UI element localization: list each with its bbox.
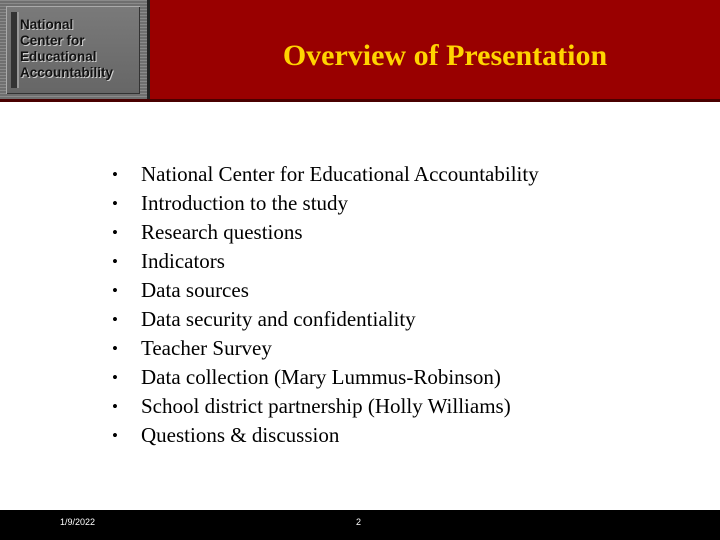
slide-title: Overview of Presentation [282, 39, 608, 72]
bullet-item [112, 421, 539, 450]
bullet-icon: • [112, 368, 118, 387]
bullet-text: Introduction to the study [141, 191, 349, 215]
bullet-icon: • [112, 165, 118, 184]
bullet-text: Data security and confidentiality [141, 307, 416, 331]
page-number: 2 [356, 517, 362, 527]
bullet-icon: • [112, 252, 118, 271]
bullet-icon: • [112, 223, 118, 242]
logo-line: Accountability [20, 65, 114, 80]
bullet-icon: • [112, 194, 118, 213]
bullet-item [112, 392, 539, 421]
bullet-item [112, 334, 539, 363]
bullet-item [112, 276, 539, 305]
bullet-item [112, 305, 539, 334]
bullet-item [112, 247, 539, 276]
bullet-text: Questions & discussion [141, 423, 340, 447]
bullet-item [112, 218, 539, 247]
bullet-text: Indicators [141, 249, 225, 273]
bullet-item [112, 189, 539, 218]
logo-line: Center for [20, 33, 85, 48]
slide-footer [0, 510, 720, 540]
bullet-text: Research questions [141, 220, 303, 244]
logo-line: Educational [20, 49, 97, 64]
bullet-icon: • [112, 339, 118, 358]
bullet-text: Teacher Survey [141, 336, 272, 360]
bullet-icon: • [112, 310, 118, 329]
organization-logo [0, 0, 150, 100]
logo-line: National [20, 17, 74, 32]
bullet-text: National Center for Educational Accountability [141, 162, 539, 186]
header-divider [0, 99, 720, 102]
logo-text [20, 17, 140, 81]
bullet-item [112, 363, 539, 392]
logo-bar-icon [11, 12, 17, 88]
bullet-item [112, 160, 539, 189]
bullet-icon: • [112, 397, 118, 416]
bullet-icon: • [112, 426, 118, 445]
slide-header [0, 0, 720, 102]
logo-plate [6, 6, 140, 94]
footer-date: 1/9/2022 [60, 517, 96, 527]
bullet-list [112, 160, 539, 450]
bullet-text: School district partnership (Holly Williams) [141, 394, 511, 418]
bullet-text: Data sources [141, 278, 249, 302]
bullet-icon: • [112, 281, 118, 300]
bullet-text: Data collection (Mary Lummus-Robinson) [141, 365, 501, 389]
